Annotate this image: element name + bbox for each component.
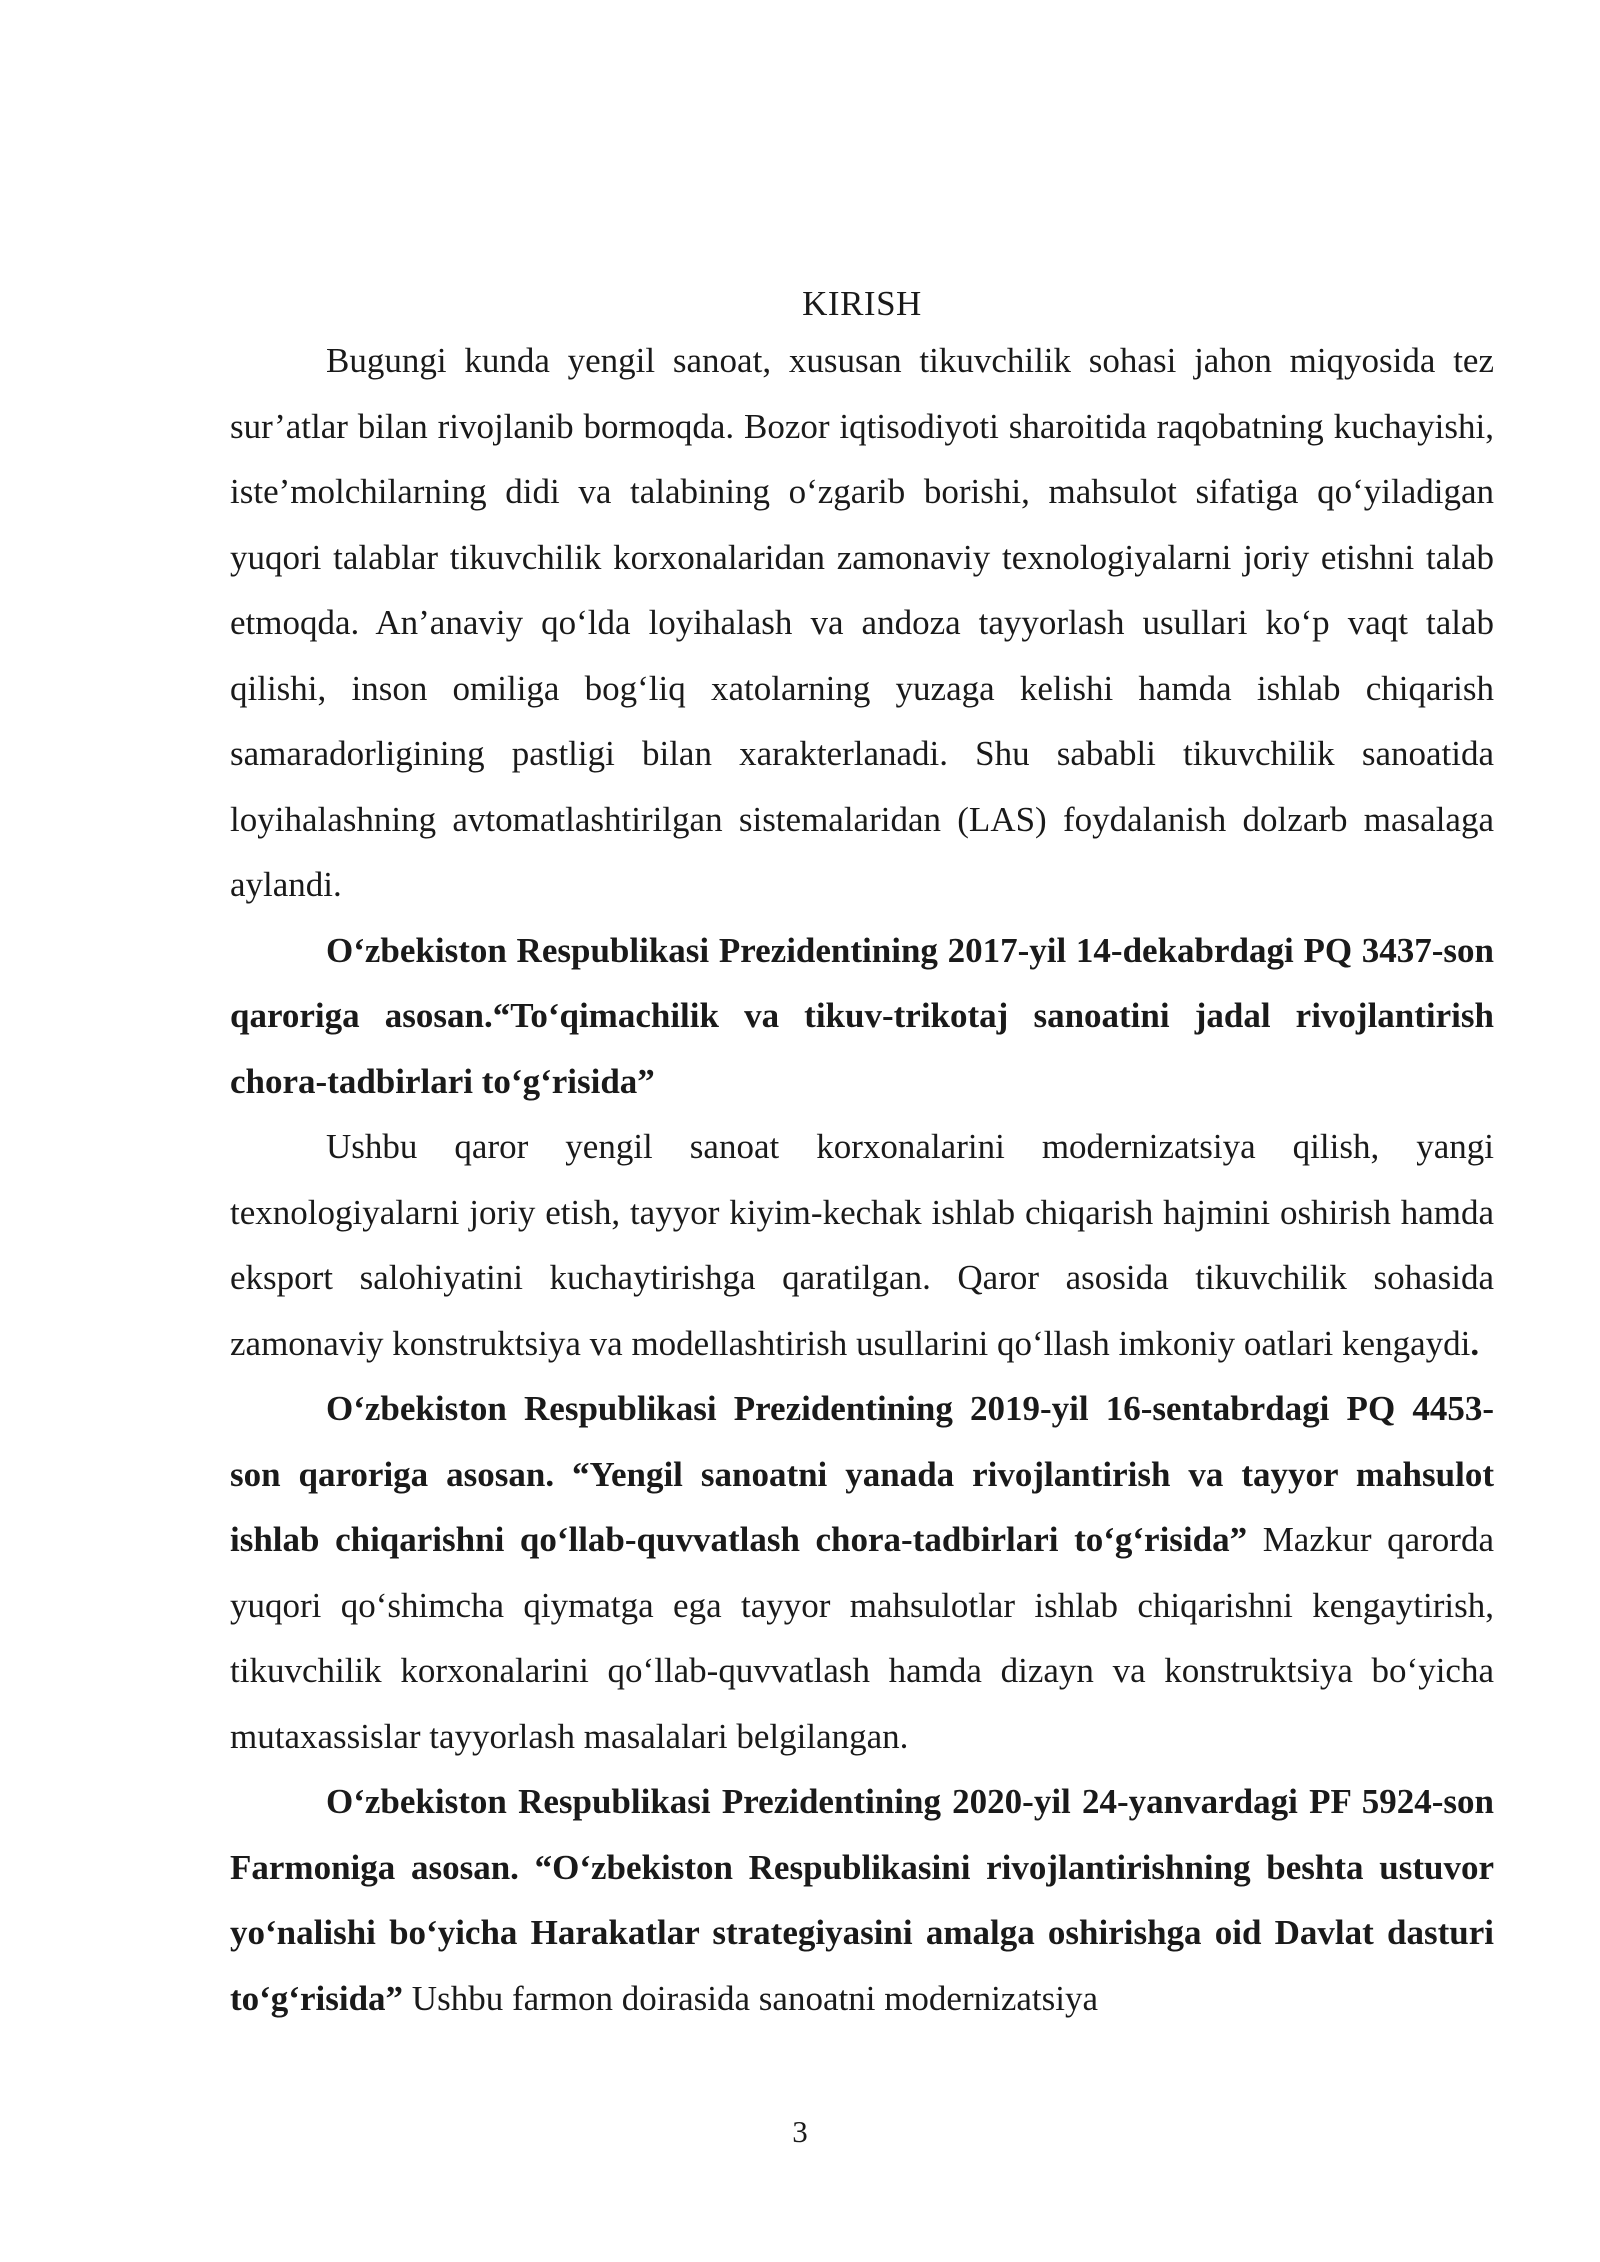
section-heading: KIRISH	[802, 284, 922, 323]
intro-paragraph	[230, 328, 1494, 918]
decree-2019-description: Mazkur qarorda yuqori qo‘shimcha qiymatga ega tayyor mahsulotlar ishlab chiqarishni kengaytirish, tikuvchilik korxonalarini qo‘llab-quvvatlash hamda dizayn va konstruktsiya bo‘yicha mutaxassislar tayyorlash masalalari belgilangan.	[230, 1520, 1494, 1756]
decree-2017-description-text: Ushbu qaror yengil sanoat korxonalarini modernizatsiya qilish, yangi texnologiyalarni joriy etish, tayyor kiyim-kechak ishlab chiqarish hajmini oshirish hamda eksport salohiyatini kuchaytirishga qaratilgan. Qaror asosida tikuvchilik sohasida zamonaviy konstruktsiya va modellashtirish usullarini qo‘llash imkoniy oatlari kengaydi	[230, 1127, 1494, 1363]
decree-2019-paragraph	[230, 1376, 1494, 1769]
document-page	[230, 280, 1494, 2031]
decree-2020-title: O‘zbekiston Respublikasi Prezidentining 2020-yil 24-yanvardagi PF 5924-son Farmoniga asosan. “O‘zbekiston Respublikasini rivojlantirishning beshta ustuvor yo‘nalishi bo‘yicha Harakatlar strategiyasini amalga oshirishga oid Davlat dasturi to‘g‘risida”	[230, 1782, 1494, 2018]
decree-2017-paragraph	[230, 918, 1494, 1115]
page-number: 3	[792, 2114, 808, 2149]
decree-2017-title: O‘zbekiston Respublikasi Prezidentining 2017-yil 14-dekabrdagi PQ 3437-son qaroriga asosan.“To‘qimachilik va tikuv-trikotaj sanoatini jadal rivojlantirish chora-tadbirlari to‘g‘risida”	[230, 930, 1494, 1101]
decree-2020-paragraph	[230, 1769, 1494, 2031]
intro-paragraph-text: Bugungi kunda yengil sanoat, xususan tikuvchilik sohasi jahon miqyosida tez sur’atlar bilan rivojlanib bormoqda. Bozor iqtisodiyoti sharoitida raqobatning kuchayishi, iste’molchilarning didi va talabining o‘zgarib borishi, mahsulot sifatiga qo‘yiladigan yuqori talablar tikuvchilik korxonalaridan zamonaviy texnologiyalarni joriy etishni talab etmoqda. An’anaviy qo‘lda loyihalash va andoza tayyorlash usullari ko‘p vaqt talab qilishi, inson omiliga bog‘liq xatolarning yuzaga kelishi hamda ishlab chiqarish samaradorligining pastligi bilan xarakterlanadi. Shu sababli tikuvchilik sanoatida loyihalashning avtomatlashtirilgan sistemalaridan (LAS) foydalanish dolzarb masalaga aylandi.	[230, 341, 1494, 904]
decree-2019-title: O‘zbekiston Respublikasi Prezidentining 2019-yil 16-sentabrdagi PQ 4453-son qaroriga asosan. “Yengil sanoatni yanada rivojlantirish va tayyor mahsulot ishlab chiqarishni qo‘llab-quvvatlash chora-tadbirlari to‘g‘risida”	[230, 1389, 1494, 1559]
decree-2017-description-end: .	[1470, 1323, 1480, 1363]
decree-2017-description	[230, 1114, 1494, 1376]
decree-2020-description: Ushbu farmon doirasida sanoatni modernizatsiya	[403, 1978, 1099, 2018]
